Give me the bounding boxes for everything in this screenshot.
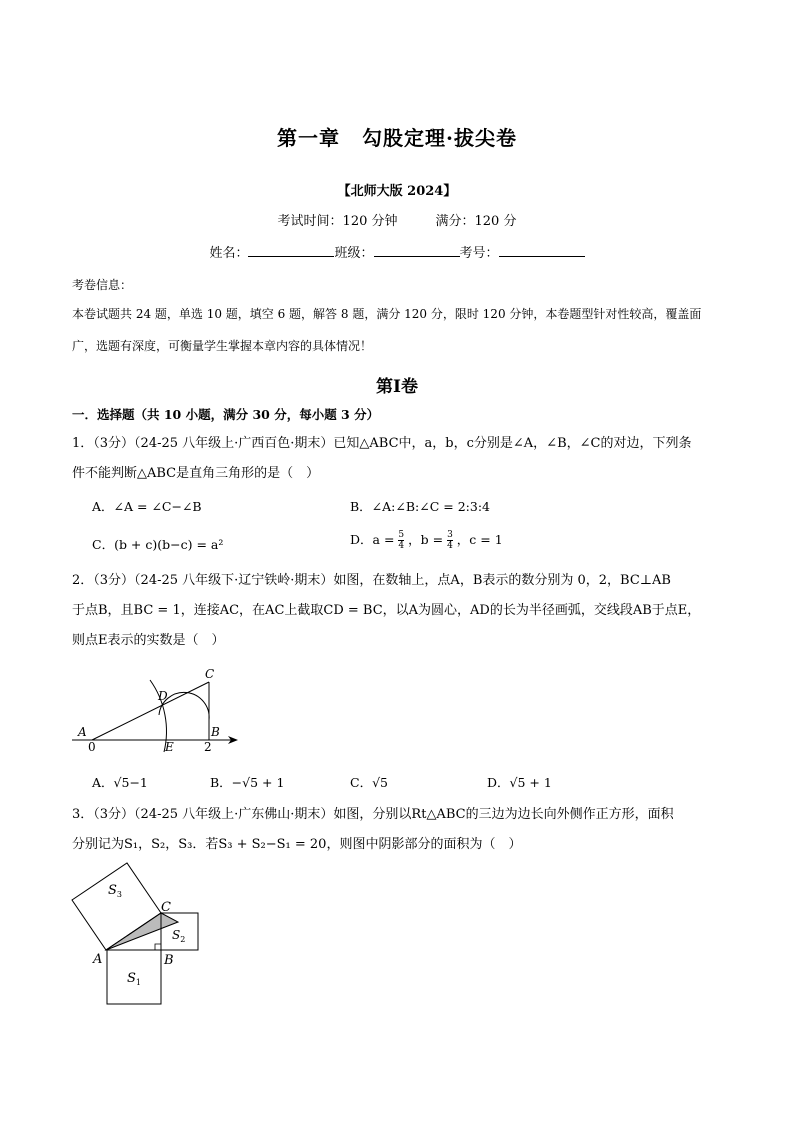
number-label: 考号： [459,246,499,261]
option-c[interactable]: C．(b + c)(b−c) = a² [92,537,224,552]
label-two: 2 [204,740,212,754]
part-title: 第Ⅰ卷 [376,377,418,397]
question-text: 件不能判断△ABC是直角三角形的是（ ） [72,466,320,481]
squares-figure [66,858,206,1008]
label-s3: $S_3$ [108,883,122,899]
option-d[interactable]: D．√5 + 1 [487,775,552,790]
exam-time: 考试时间：120 分钟 [277,214,398,229]
question-number: 2． [72,573,94,588]
label-b: B [211,725,220,739]
question-text: 则点E表示的实数是（ ） [72,633,225,648]
page-title [0,122,794,151]
right-angle-mark [155,944,161,950]
label-a: A [93,952,103,967]
name-blank[interactable] [248,244,334,257]
option-a[interactable]: A．∠A = ∠C−∠B [92,499,202,514]
label-c: C [205,667,215,681]
option-c[interactable]: C．√5 [350,775,388,790]
question-text: （3分）（24-25 八年级上·广东佛山·期末）如图，分别以Rt△ABC的三边为边长向外侧作正方形，面积 [93,807,674,822]
question-text: 分别记为S₁，S₂，S₃．若S₃ + S₂−S₁ = 20，则图中阴影部分的面积为（ ） [72,837,522,852]
number-blank[interactable] [499,244,585,257]
number-line-figure [70,662,250,754]
question-number: 3． [72,807,94,822]
edition-label: 【北师大版 2024】 [337,184,457,199]
label-b: B [164,953,174,968]
square-s3 [72,863,161,950]
class-blank[interactable] [374,244,460,257]
exam-time-line [0,210,794,229]
section-title: 一．选择题（共 10 小题，满分 30 分，每小题 3 分） [72,407,380,422]
class-label: 班级： [334,246,374,261]
student-info-line [0,242,794,261]
option-d[interactable]: D．a = $\frac{5}{4}$ ，b = $\frac{3}{4}$ ，c = 1 [350,530,503,551]
label-s2: $S_2$ [172,928,186,944]
full-score: 满分：120 分 [435,214,517,229]
fraction: $\frac{5}{4}$ [398,530,405,551]
question-text: （3分）（24-25 八年级上·广西百色·期末）已知△ABC中，a，b，c分别是∠A，∠B，∠C的对边，下列条 [93,436,692,451]
fraction: $\frac{3}{4}$ [447,530,453,551]
label-zero: 0 [88,740,96,754]
question-text: （3分）（24-25 八年级下·辽宁铁岭·期末）如图，在数轴上，点A，B表示的数分别为 0，2，BC⊥AB [93,573,671,588]
option-a[interactable]: A．√5−1 [92,775,148,790]
label-e: E [165,740,174,754]
label-a: A [78,725,87,739]
question-2 [72,566,726,656]
info-text: 本卷试题共 24 题，单选 10 题，填空 6 题，解答 8 题，满分 120 分，限时 120 分钟，本卷题型针对性较高，覆盖面广，选题有深度，可衡量学生掌握本章内容的具体情况！ [72,307,702,353]
option-b[interactable]: B．−√5 + 1 [210,775,285,790]
question-number: 1． [72,436,94,451]
option-b[interactable]: B．∠A:∠B:∠C = 2:3:4 [350,499,491,514]
segment-ac [92,682,209,740]
label-c: C [161,900,171,915]
name-label: 姓名： [209,246,249,261]
question-text: 于点B，且BC = 1，连接AC，在AC上截取CD = BC，以A为圆心，AD的长为半径画弧，交线段AB于点E， [72,603,701,618]
label-d: D [158,689,168,703]
label-s1: $S_1$ [127,971,141,987]
question-3 [72,800,726,860]
question-1 [72,429,726,489]
info-heading: 考卷信息： [72,278,133,292]
title-topic: 勾股定理·拔尖卷 [362,126,517,150]
title-chapter: 第一章 [277,126,341,150]
